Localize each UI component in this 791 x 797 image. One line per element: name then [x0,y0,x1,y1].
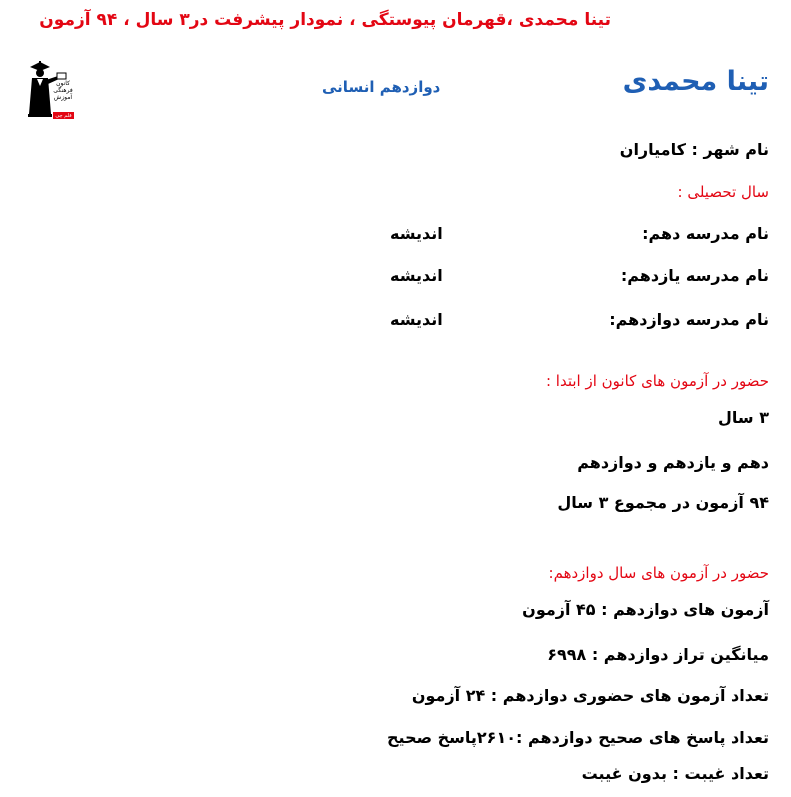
attendance-years: ۳ سال [718,408,769,427]
city-value: کامیاران [619,140,686,159]
absence-row [582,764,769,783]
absence-label: تعداد غیبت : [672,764,769,783]
school-10-label: نام مدرسه دهم: [642,224,769,243]
attendance-total-heading: حضور در آزمون های کانون از ابتدا : [545,372,769,390]
grade-label: دوازدهم انسانی [322,78,441,96]
school-12-label: نام مدرسه دوازدهم: [609,310,769,329]
logo-text-3: آموزش [53,94,73,101]
attendance-total-exams: ۹۴ آزمون در مجموع ۳ سال [557,493,769,512]
school-11-label: نام مدرسه یازدهم: [620,266,769,285]
twelfth-average-score: میانگین تراز دوازدهم : ۶۹۹۸ [547,645,769,664]
kanoon-logo [24,58,76,122]
absence-value: بدون غیبت [581,764,667,783]
school-12-value: اندیشه [390,310,443,329]
twelfth-correct-answers: تعداد پاسخ های صحیح دوازدهم :۲۶۱۰پاسخ صحیح [387,728,769,747]
school-10-value: اندیشه [390,224,443,243]
city-row [620,140,769,159]
logo-text-2: فرهنگی [53,87,73,94]
headline: تینا محمدی ،قهرمان پیوستگی ، نمودار پیشرفت در۳ سال ، ۹۴ آزمون [39,10,611,30]
logo-text-1: كانون [56,80,70,87]
logo-text-4: قلم چی [55,113,72,119]
school-11-value: اندیشه [390,266,443,285]
attendance-grades: دهم و یازدهم و دوازدهم [577,453,769,472]
twelfth-exams: آزمون های دوازدهم : ۴۵ آزمون [522,600,769,619]
attendance-twelfth-heading: حضور در آزمون های سال دوازدهم: [548,564,769,582]
student-name: تینا محمدی [622,66,769,97]
city-label: نام شهر : [691,140,769,159]
academic-year-heading: سال تحصیلی : [677,183,769,201]
twelfth-in-person-exams: تعداد آزمون های حضوری دوازدهم : ۲۴ آزمون [411,686,769,705]
